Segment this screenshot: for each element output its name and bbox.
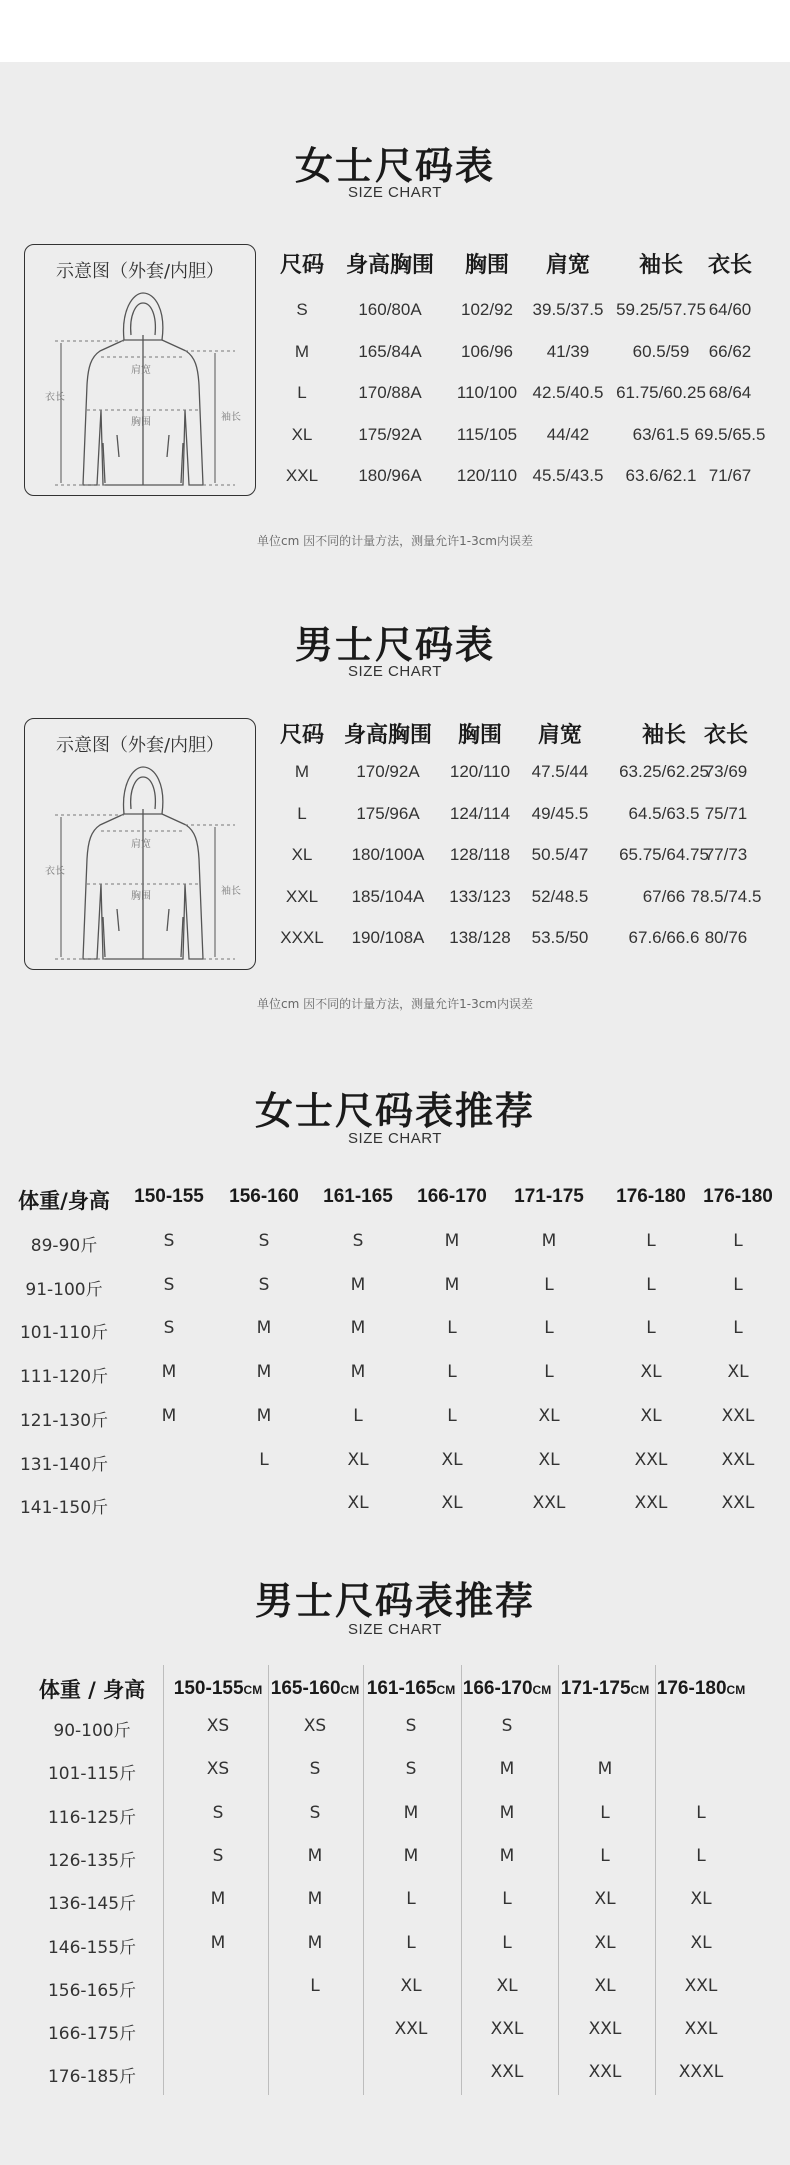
women-size-chart-title: 女士尺码表	[294, 144, 495, 188]
size-cell: XXL	[490, 2062, 524, 2083]
table-cell: 50.5/47	[531, 845, 589, 864]
size-label: XL	[291, 424, 313, 444]
size-label: XXXL	[280, 928, 324, 947]
size-cell: XXL	[684, 2019, 718, 2040]
size-cell: M	[499, 1759, 515, 1780]
size-cell: M	[350, 1274, 366, 1295]
weight-label: 121-130斤	[19, 1410, 109, 1431]
size-cell: XXXL	[678, 2062, 724, 2083]
height-range: 176-180	[656, 1678, 727, 1699]
height-header	[457, 1678, 557, 1700]
table-cell: 60.5/59	[632, 341, 690, 361]
height-header	[651, 1678, 751, 1700]
height-header	[555, 1678, 655, 1700]
size-cell: XL	[690, 1932, 712, 1953]
table-cell: 120/110	[449, 762, 511, 781]
height-header	[168, 1678, 268, 1700]
weight-label: 146-155斤	[47, 1937, 137, 1958]
weight-label: 166-175斤	[47, 2024, 137, 2045]
table-cell: 67.6/66.6	[628, 928, 700, 947]
weight-label: 176-185斤	[47, 2067, 137, 2088]
column-header: 尺码	[279, 723, 324, 748]
size-cell: XL	[347, 1493, 369, 1514]
size-cell: XL	[690, 1889, 712, 1910]
size-cell: S	[163, 1274, 175, 1295]
size-cell: M	[597, 1759, 613, 1780]
column-divider	[268, 1665, 269, 2095]
height-header: 176-180	[703, 1186, 773, 1207]
size-cell: XXL	[588, 2062, 622, 2083]
length-label: 衣长	[45, 392, 65, 403]
height-header: 150-155	[134, 1186, 204, 1207]
corner-header: 体重/身高	[18, 1189, 110, 1213]
size-cell: S	[309, 1802, 321, 1823]
height-header: 166-170	[417, 1186, 487, 1207]
table-cell: 110/100	[456, 383, 518, 402]
size-cell: L	[353, 1405, 363, 1426]
table-cell: 64/60	[708, 300, 752, 319]
size-cell: M	[499, 1802, 515, 1823]
size-cell: M	[161, 1405, 177, 1426]
women-recommend-subtitle: SIZE CHART	[348, 1130, 442, 1147]
size-cell: M	[403, 1845, 419, 1866]
size-cell: XL	[400, 1975, 422, 1996]
men-recommend-title: 男士尺码表推荐	[254, 1579, 535, 1623]
column-header: 衣长	[707, 253, 752, 278]
size-cell: XXL	[721, 1493, 755, 1514]
table-cell: 63.25/62.25	[619, 762, 709, 781]
height-header	[361, 1678, 461, 1700]
size-cell: M	[307, 1932, 323, 1953]
size-cell: S	[258, 1274, 270, 1295]
weight-label: 91-100斤	[25, 1279, 103, 1300]
weight-label: 126-135斤	[47, 1850, 137, 1871]
size-cell: XXL	[634, 1449, 668, 1470]
size-cell: S	[212, 1802, 224, 1823]
size-label: XL	[291, 845, 313, 864]
height-unit: CM	[726, 1683, 746, 1697]
size-cell: XXL	[634, 1493, 668, 1514]
size-cell: XXL	[684, 1975, 718, 1996]
table-cell: 44/42	[546, 424, 590, 444]
men-size-chart-title: 男士尺码表	[294, 623, 495, 667]
chest-label: 胸围	[131, 891, 151, 902]
size-cell: L	[502, 1889, 512, 1910]
table-cell: 120/110	[456, 466, 518, 485]
size-label: S	[296, 300, 308, 319]
size-cell: M	[350, 1318, 366, 1339]
men-size-chart-subtitle: SIZE CHART	[348, 663, 442, 680]
height-unit: CM	[340, 1683, 360, 1697]
size-cell: XXL	[532, 1493, 566, 1514]
sleeve-label: 袖长	[221, 412, 241, 423]
table-cell: 39.5/37.5	[532, 300, 604, 319]
table-cell: 59.25/57.75	[616, 300, 706, 319]
women-size-chart-subtitle: SIZE CHART	[348, 184, 442, 201]
size-cell: S	[258, 1231, 270, 1251]
size-cell: XXL	[721, 1449, 755, 1470]
table-cell: 73/69	[704, 762, 748, 781]
women-recommend-title: 女士尺码表推荐	[254, 1089, 535, 1133]
size-cell: M	[161, 1362, 177, 1383]
height-range: 171-175	[560, 1678, 631, 1699]
table-cell: 180/100A	[351, 845, 425, 864]
column-header: 肩宽	[537, 723, 582, 748]
weight-label: 111-120斤	[19, 1367, 109, 1388]
table-cell: 71/67	[708, 466, 752, 485]
column-divider	[558, 1665, 559, 2095]
size-cell: L	[646, 1318, 656, 1339]
size-cell: L	[447, 1318, 457, 1339]
table-cell: 180/96A	[358, 466, 422, 485]
table-cell: 160/80A	[358, 300, 422, 319]
table-cell: 133/123	[449, 886, 511, 906]
size-cell: M	[444, 1274, 460, 1295]
table-cell: 190/108A	[351, 928, 425, 947]
size-cell: XL	[727, 1362, 749, 1383]
top-white-bar	[0, 0, 790, 62]
table-cell: 77/73	[704, 845, 748, 864]
height-header: 161-165	[323, 1186, 393, 1207]
column-divider	[163, 1665, 164, 2095]
size-cell: M	[256, 1318, 272, 1339]
height-header	[265, 1678, 365, 1700]
table-cell: 68/64	[708, 383, 752, 402]
column-header: 袖长	[641, 723, 686, 748]
size-cell: S	[501, 1716, 513, 1736]
height-range: 161-165	[366, 1678, 437, 1699]
weight-label: 101-115斤	[47, 1764, 137, 1785]
table-cell: 53.5/50	[531, 928, 589, 947]
weight-label: 116-125斤	[47, 1807, 137, 1828]
table-cell: 64.5/63.5	[628, 803, 700, 823]
diagram-label: 示意图（外套/内胆）	[55, 261, 225, 282]
table-cell: 52/48.5	[531, 886, 589, 906]
size-label: XXL	[285, 466, 319, 485]
size-cell: L	[447, 1405, 457, 1426]
height-unit: CM	[243, 1683, 263, 1697]
size-cell: XL	[594, 1932, 616, 1953]
height-header: 176-180	[616, 1186, 686, 1207]
weight-label: 101-110斤	[19, 1323, 109, 1344]
size-cell: M	[307, 1889, 323, 1910]
table-cell: 115/105	[456, 424, 518, 444]
length-label: 衣长	[45, 866, 65, 877]
size-cell: S	[405, 1759, 417, 1780]
table-cell: 102/92	[461, 300, 513, 319]
size-cell: L	[544, 1274, 554, 1295]
column-header: 身高胸围	[345, 253, 434, 278]
table-cell: 175/96A	[356, 803, 420, 823]
size-cell: XXL	[588, 2019, 622, 2040]
size-cell: L	[733, 1318, 743, 1339]
jacket-diagram-icon	[25, 285, 255, 490]
size-cell: XS	[206, 1759, 230, 1780]
size-cell: L	[259, 1449, 269, 1470]
size-cell: XL	[538, 1405, 560, 1426]
size-cell: XL	[538, 1449, 560, 1470]
table-cell: 170/92A	[356, 762, 420, 781]
size-cell: XL	[594, 1975, 616, 1996]
table-cell: 63/61.5	[632, 424, 690, 444]
size-label: XXL	[285, 886, 319, 906]
weight-label: 136-145斤	[47, 1894, 137, 1915]
table-cell: 66/62	[708, 341, 752, 361]
size-cell: M	[307, 1845, 323, 1866]
table-cell: 80/76	[704, 928, 748, 947]
size-cell: M	[210, 1932, 226, 1953]
size-cell: XL	[594, 1889, 616, 1910]
size-cell: M	[499, 1845, 515, 1866]
column-divider	[461, 1665, 462, 2095]
size-label: M	[294, 341, 310, 361]
size-cell: S	[405, 1716, 417, 1736]
table-cell: 175/92A	[358, 424, 422, 444]
size-cell: XL	[347, 1449, 369, 1470]
corner-header: 体重 / 身高	[38, 1678, 146, 1702]
size-cell: XL	[496, 1975, 518, 1996]
column-header: 胸围	[464, 253, 509, 278]
table-cell: 165/84A	[358, 341, 422, 361]
table-cell: 106/96	[461, 341, 513, 361]
weight-label: 90-100斤	[53, 1721, 131, 1741]
size-cell: XL	[640, 1405, 662, 1426]
weight-label: 156-165斤	[47, 1980, 137, 2001]
chest-label: 胸围	[131, 417, 151, 428]
table-cell: 170/88A	[358, 383, 422, 402]
size-cell: M	[444, 1231, 460, 1251]
table-cell: 42.5/40.5	[532, 383, 604, 402]
table-cell: 185/104A	[351, 886, 425, 906]
size-label: L	[297, 803, 307, 823]
size-cell: L	[406, 1889, 416, 1910]
size-cell: L	[696, 1802, 706, 1823]
size-cell: M	[403, 1802, 419, 1823]
sleeve-label: 袖长	[221, 886, 241, 897]
size-label: M	[294, 762, 310, 781]
men-recommend-subtitle: SIZE CHART	[348, 1621, 442, 1638]
size-cell: L	[447, 1362, 457, 1383]
size-cell: L	[544, 1362, 554, 1383]
size-cell: XS	[303, 1716, 327, 1736]
height-range: 166-170	[462, 1678, 533, 1699]
size-cell: L	[600, 1802, 610, 1823]
size-cell: L	[544, 1318, 554, 1339]
size-cell: XXL	[721, 1405, 755, 1426]
column-header: 袖长	[638, 253, 683, 278]
size-cell: M	[256, 1405, 272, 1426]
size-cell: L	[310, 1975, 320, 1996]
column-header: 肩宽	[545, 253, 590, 278]
table-cell: 47.5/44	[531, 762, 589, 781]
table-cell: 138/128	[449, 928, 511, 947]
column-divider	[655, 1665, 656, 2095]
size-cell: L	[646, 1231, 656, 1251]
table-cell: 124/114	[449, 803, 511, 823]
column-divider	[363, 1665, 364, 2095]
size-cell: XL	[441, 1493, 463, 1514]
column-header: 胸围	[457, 723, 502, 748]
diagram-label: 示意图（外套/内胆）	[55, 735, 225, 756]
size-cell: S	[163, 1231, 175, 1251]
size-cell: L	[733, 1274, 743, 1295]
table-cell: 67/66	[642, 886, 686, 906]
size-cell: S	[352, 1231, 364, 1251]
weight-label: 131-140斤	[19, 1454, 109, 1475]
size-cell: S	[163, 1318, 175, 1339]
table-cell: 61.75/60.25	[616, 383, 706, 402]
size-cell: L	[600, 1845, 610, 1866]
women-size-note: 单位cm 因不同的计量方法，测量允许1-3cm内误差	[257, 534, 533, 548]
table-cell: 128/118	[449, 845, 511, 864]
size-cell: M	[350, 1362, 366, 1383]
height-unit: CM	[630, 1683, 650, 1697]
men-diagram-box	[24, 718, 256, 970]
table-cell: 45.5/43.5	[532, 466, 604, 485]
weight-label: 141-150斤	[19, 1498, 109, 1519]
column-header: 身高胸围	[343, 723, 432, 748]
size-cell: S	[309, 1759, 321, 1780]
jacket-diagram-icon	[25, 759, 255, 964]
height-unit: CM	[532, 1683, 552, 1697]
size-cell: L	[696, 1845, 706, 1866]
weight-label: 89-90斤	[30, 1236, 98, 1256]
table-cell: 78.5/74.5	[690, 886, 762, 906]
shoulder-label: 肩宽	[131, 365, 151, 376]
size-cell: L	[646, 1274, 656, 1295]
size-cell: XXL	[490, 2019, 524, 2040]
table-cell: 49/45.5	[531, 803, 589, 823]
table-cell: 63.6/62.1	[625, 466, 697, 485]
column-header: 衣长	[703, 723, 748, 748]
size-cell: L	[406, 1932, 416, 1953]
height-unit: CM	[436, 1683, 456, 1697]
table-cell: 69.5/65.5	[694, 424, 766, 444]
size-cell: XL	[640, 1362, 662, 1383]
table-cell: 41/39	[546, 341, 590, 361]
women-diagram-box	[24, 244, 256, 496]
height-range: 150-155	[173, 1678, 244, 1699]
shoulder-label: 肩宽	[131, 839, 151, 850]
men-size-note: 单位cm 因不同的计量方法，测量允许1-3cm内误差	[257, 997, 533, 1011]
size-cell: XXL	[394, 2019, 428, 2040]
column-header: 尺码	[279, 253, 324, 278]
size-cell: M	[541, 1231, 557, 1251]
size-label: L	[297, 383, 307, 402]
size-cell: M	[210, 1889, 226, 1910]
size-cell: L	[502, 1932, 512, 1953]
height-range: 165-160	[270, 1678, 341, 1699]
size-cell: L	[733, 1231, 743, 1251]
size-cell: XL	[441, 1449, 463, 1470]
size-cell: XS	[206, 1716, 230, 1736]
table-cell: 65.75/64.75	[619, 845, 709, 864]
height-header: 156-160	[229, 1186, 299, 1207]
height-header: 171-175	[514, 1186, 584, 1207]
table-cell: 75/71	[704, 803, 748, 823]
size-cell: M	[256, 1362, 272, 1383]
size-cell: S	[212, 1845, 224, 1866]
